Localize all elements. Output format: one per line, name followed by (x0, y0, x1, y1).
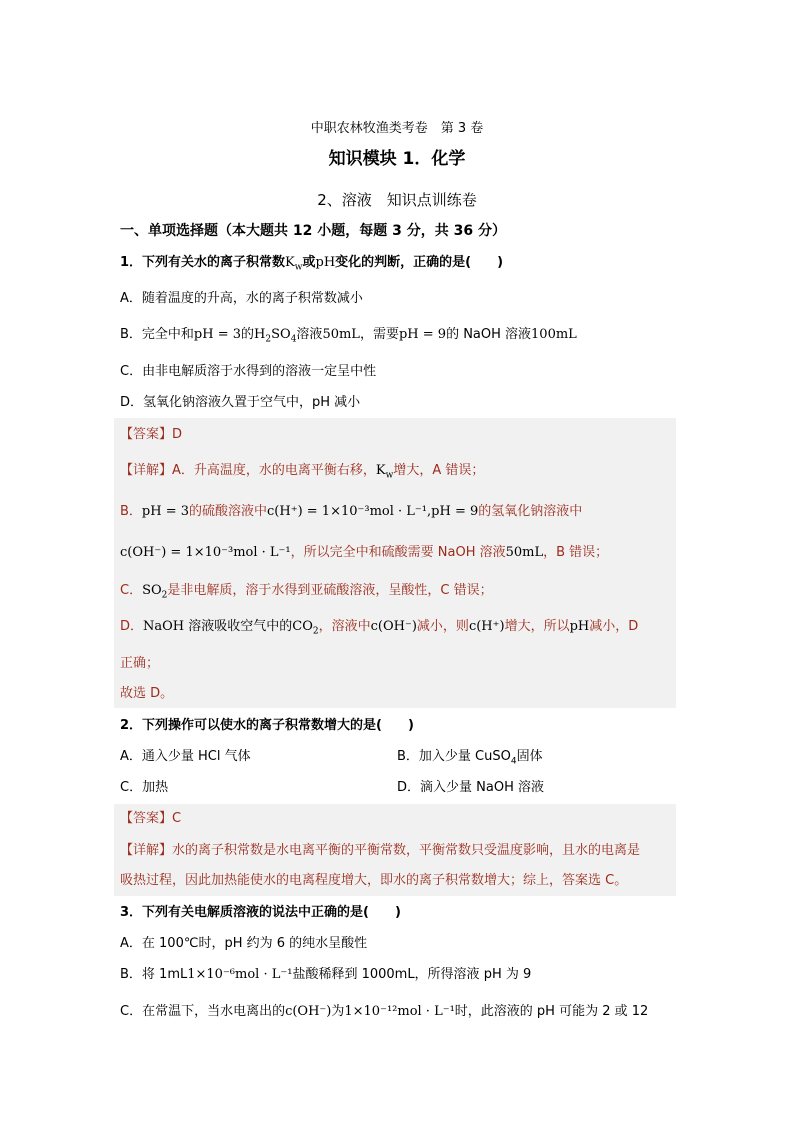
section-heading: 一、单项选择题（本大题共 12 小题，每题 3 分，共 36 分） (120, 223, 506, 239)
q2-explanation-line1: 【详解】水的离子积常数是水电离平衡的平衡常数，平衡常数只受温度影响，且水的电离是 (120, 843, 641, 858)
unit-title: 2、溶液 知识点训练卷 (317, 191, 477, 209)
module-title: 知识模块 1．化学 (328, 149, 466, 169)
q1-explanation-a: 【详解】A．升高温度，水的电离平衡右移，$K_w$增大，A 错误； (120, 463, 485, 481)
q1-explanation-d: D．NaOH 溶液吸收空气中的$CO_2$，溶液中c(OH⁻)减小，则c(H⁺)增大，所以pH减小，D (120, 619, 639, 637)
q1-option-c: C．由非电解质溶于水得到的溶液一定呈中性 (120, 364, 377, 379)
q1-explanation-b: B．pH = 3的硫酸溶液中c(H⁺) = 1×10⁻³mol · L⁻¹,pH = 9的氢氧化钠溶液中 (120, 504, 583, 519)
q2-option-d: D．滴入少量 NaOH 溶液 (397, 780, 544, 795)
q1-conclusion: 故选 D。 (120, 686, 174, 701)
q1-option-a: A．随着温度的升高，水的离子积常数减小 (120, 291, 363, 306)
q2-option-a: A．通入少量 HCl 气体 (120, 749, 251, 764)
q3-option-a: A．在 100℃时，pH 约为 6 的纯水呈酸性 (120, 936, 368, 951)
q1-stem: 1．下列有关水的离子积常数$K_w$或pH变化的判断，正确的是( ) (120, 255, 504, 273)
q1-explanation-d-cont: 正确； (120, 656, 160, 671)
q1-explanation-b-cont: c(OH⁻) = 1×10⁻³mol · L⁻¹，所以完全中和硫酸需要 NaOH 溶液50mL，B 错误； (120, 545, 609, 560)
q1-option-b: B．完全中和pH = 3的$H_2SO_4$溶液50mL，需要pH = 9的 NaOH 溶液100mL (120, 327, 577, 345)
q2-stem: 2．下列操作可以使水的离子积常数增大的是( ) (120, 718, 414, 733)
q2-option-c: C．加热 (120, 780, 169, 795)
q2-option-b: B．加入少量 CuSO$_4$固体 (397, 749, 543, 767)
q2-answer: 【答案】C (120, 811, 182, 826)
q2-explanation-line2: 吸热过程，因此加热能使水的电离程度增大，即水的离子积常数增大；综上，答案选 C。 (120, 873, 628, 888)
q1-option-d: D．氢氧化钠溶液久置于空气中，pH 减小 (120, 395, 361, 410)
q3-option-b: B．将 1mL1×10⁻⁶mol · L⁻¹盐酸稀释到 1000mL，所得溶液 pH 为 9 (120, 967, 532, 982)
q3-stem: 3．下列有关电解质溶液的说法中正确的是( ) (120, 905, 401, 920)
exam-title: 中职农林牧渔类考卷 第 3 卷 (310, 121, 484, 136)
q3-option-c: C．在常温下，当水电离出的c(OH⁻)为1×10⁻¹²mol · L⁻¹时，此溶液的 pH 可能为 2 或 12 (120, 1004, 649, 1019)
q1-explanation-c: C．$SO_2$是非电解质，溶于水得到亚硫酸溶液，呈酸性，C 错误； (120, 583, 493, 601)
q1-answer: 【答案】D (120, 427, 183, 442)
